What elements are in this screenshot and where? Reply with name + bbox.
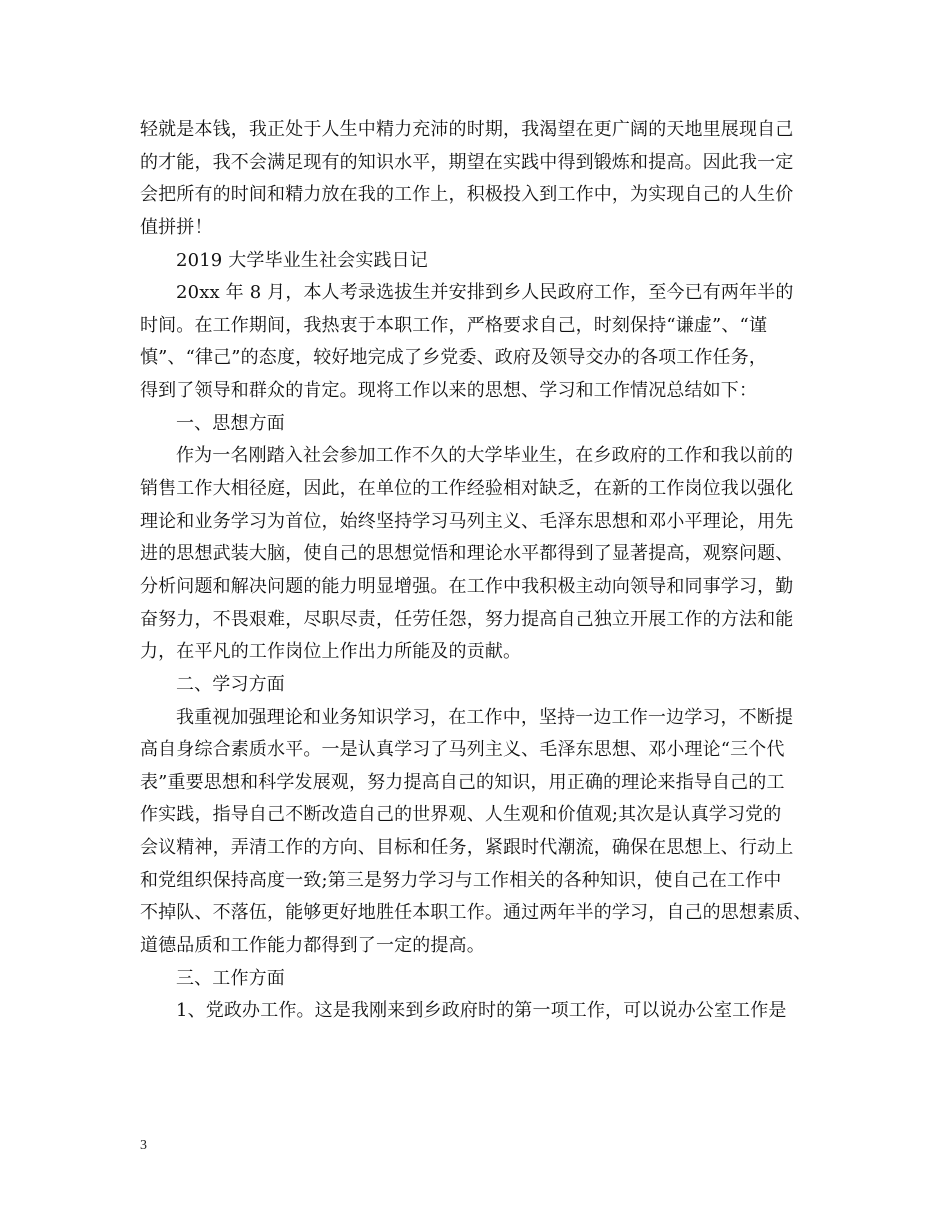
text-line: 进的思想武装大脑，使自己的思想觉悟和理论水平都得到了显著提高，观察问题、	[140, 543, 794, 565]
text-line: 时间。在工作期间，我热衷于本职工作，严格要求自己，时刻保持“谦虚”、“谨	[140, 314, 768, 336]
text-line: 道德品质和工作能力都得到了一定的提高。	[140, 935, 485, 957]
text-line: 一、思想方面	[176, 412, 285, 434]
text-line: 会把所有的时间和精力放在我的工作上，积极投入到工作中，为实现自己的人生价	[140, 184, 794, 206]
text-line: 分析问题和解决问题的能力明显增强。在工作中我积极主动向领导和同事学习，勤	[140, 575, 794, 597]
text-line: 1、党政办工作。这是我刚来到乡政府时的第一项工作，可以说办公室工作是	[176, 1000, 787, 1022]
text-line: 值拼拼！	[140, 216, 213, 238]
text-line: 销售工作大相径庭，因此，在单位的工作经验相对缺乏，在新的工作岗位我以强化	[140, 478, 794, 500]
text-line: 慎”、“律己”的态度，较好地完成了乡党委、政府及领导交办的各项工作任务，	[140, 347, 768, 369]
text-line: 和党组织保持高度一致;第三是努力学习与工作相关的各种知识，使自己在工作中	[140, 869, 782, 891]
text-line: 表”重要思想和科学发展观，努力提高自己的知识，用正确的理论来指导自己的工	[140, 771, 785, 793]
text-line: 三、工作方面	[176, 967, 285, 989]
text-line: 的才能，我不会满足现有的知识水平，期望在实践中得到锻炼和提高。因此我一定	[140, 151, 794, 173]
text-line: 不掉队、不落伍，能够更好地胜任本职工作。通过两年半的学习，自己的思想素质、	[140, 902, 812, 924]
text-line: 20xx 年 8 月，本人考录选拔生并安排到乡人民政府工作，至今已有两年半的	[176, 282, 794, 304]
text-line: 高自身综合素质水平。一是认真学习了马列主义、毛泽东思想、邓小理论“三个代	[140, 739, 785, 761]
text-line: 轻就是本钱，我正处于人生中精力充沛的时期，我渴望在更广阔的天地里展现自己	[140, 119, 794, 140]
text-line: 作实践，指导自己不断改造自己的世界观、人生观和价值观;其次是认真学习党的	[140, 804, 782, 826]
text-line: 作为一名刚踏入社会参加工作不久的大学毕业生，在乡政府的工作和我以前的	[176, 445, 794, 467]
text-line: 得到了领导和群众的肯定。现将工作以来的思想、学习和工作情况总结如下：	[140, 380, 758, 402]
document-body	[140, 114, 812, 1028]
text-line: 我重视加强理论和业务知识学习，在工作中，坚持一边工作一边学习，不断提	[176, 706, 794, 728]
text-line: 力，在平凡的工作岗位上作出力所能及的贡献。	[140, 641, 522, 663]
page-number: 3	[140, 1138, 147, 1153]
text-line: 理论和业务学习为首位，始终坚持学习马列主义、毛泽东思想和邓小平理论，用先	[140, 510, 794, 532]
text-line: 二、学习方面	[176, 673, 285, 695]
text-line: 2019 大学毕业生社会实践日记	[176, 249, 428, 271]
text-line: 会议精神，弄清工作的方向、目标和任务，紧跟时代潮流，确保在思想上、行动上	[140, 837, 794, 859]
text-line: 奋努力，不畏艰难，尽职尽责，任劳任怨，努力提高自己独立开展工作的方法和能	[140, 608, 794, 630]
